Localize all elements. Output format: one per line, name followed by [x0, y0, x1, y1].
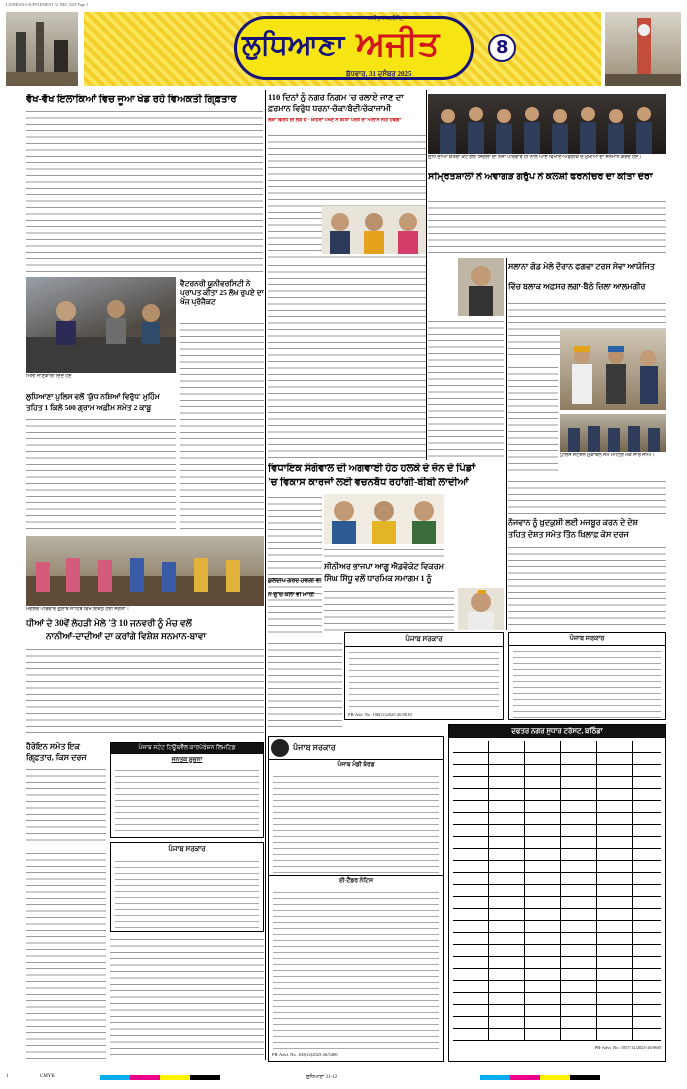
ad-govt-punjab-left-title: ਪੰਜਾਬ ਸਰਕਾਰ — [168, 845, 206, 853]
ad-pstcl — [110, 742, 264, 838]
column-rule — [265, 90, 266, 1060]
article-body-right-mid — [428, 318, 504, 462]
photo-police-press — [26, 277, 176, 373]
headline-nagar-nigam: 110 ਦਿਨਾਂ ਨੂੰ ਨਗਰ ਨਿਗਮ 'ਚ ਰਲਾਏ ਜਾਣ ਦਾ — [268, 92, 404, 102]
column-rule — [506, 258, 507, 630]
ad-govt-punjab-center — [344, 632, 504, 720]
subhead-ludhiana-police: ਤਹਿਤ 1 ਕਿਲੋ 500 ਗ੍ਰਾਮ ਅਫ਼ੀਮ ਸਮੇਤ 2 ਕਾਬੂ — [26, 403, 152, 412]
article-body-suicide — [508, 544, 666, 630]
article-body-right-lower — [508, 478, 666, 514]
subhead-bjp-vikram: ਸਿੰਘ ਸਿੱਧੂ ਵਲੋਂ ਧਾਰਮਿਕ ਸਮਾਗਮ 1 ਨੂੰ — [324, 574, 432, 583]
masthead-paper: ਅਜੀਤ — [356, 24, 440, 64]
headline-suicide-case: ਨੌਜਵਾਨ ਨੂੰ ਖ਼ੁਦਕੁਸ਼ੀ ਲਈ ਮਜਬੂਰ ਕਰਨ ਦੇ ਦੋਸ਼ — [508, 518, 638, 527]
registration-colorbar — [480, 1075, 600, 1080]
kicker-nagar-nigam: ਲੋਕਾਂ ਵਿਰੋਧ ਦੀ ਲੋੜ ਹੈ - ਖ਼ਹਿਰਾ ਪੱਖਣ ਨੇ ਕੀਤਾ ਪਰਤ ਦਾ ਐਲਾਨ ਨਹੀਂ ਹੋਵੇਗਾ — [268, 118, 401, 123]
ad-pr-adv-2: PR-Advt. No. 100(12)2025-26/5400 — [272, 1052, 338, 1057]
ad-mandi-title: ਪੰਜਾਬ ਮੰਡੀ ਬੋਰਡ — [337, 762, 375, 768]
article-body-lohri — [26, 646, 264, 738]
photo-salana-mela — [560, 330, 666, 410]
subhead-sangowal: 'ਚ ਵਿਕਾਸ ਕਾਰਜਾਂ ਲਈ ਵਚਨਬੱਧ ਰਹਾਂਗੀ-ਬੀਬੀ ਲਾਦੀਆਂ — [268, 477, 469, 488]
caption-police-press: ਮਿਲੀ ਜਾਣਕਾਰੀ ਦਿੰਦੇ ਹੋਏ — [26, 374, 72, 379]
article-body-police — [26, 416, 176, 532]
ad-pstcl-notice: ਜਨਤਕ ਸੂਚਨਾ — [171, 757, 203, 763]
article-body-bjp — [324, 588, 454, 632]
column-rule — [426, 90, 427, 460]
article-body-sangowal — [268, 494, 322, 634]
ad-bathinda-title: ਦਫਤਰ ਨਗਰ ਸੁਧਾਰ ਟਰੱਸਟ, ਬਠਿੰਡਾ — [449, 725, 665, 738]
ad-govt-punjab-center-title: ਪੰਜਾਬ ਸਰਕਾਰ — [345, 633, 503, 647]
print-slug: LUDHIANA SUPPLEMENT 31 DEC 2025 Page 1 — [6, 2, 89, 7]
article-body-midleft-cont — [110, 936, 264, 1060]
subhead-lohri-mela: ਨਾਨੀਆਂ-ਦਾਦੀਆਂ ਦਾ ਕਰਾਂਗੇ ਵਿਸ਼ੇਸ਼ ਸਨਮਾਨ-ਬਾਵਾ — [46, 631, 207, 641]
article-body-sangowal-2 — [324, 546, 444, 560]
headline-sangowal: ਵਿਧਾਇਕ ਸੰਗੋਵਾਲ ਦੀ ਅਗਵਾਈ ਹੇਠ ਹਲਕੇ ਦੇ ਜ਼ੋਨ ਦੇ ਪਿੰਡਾਂ — [268, 463, 476, 474]
subhead-nagar-nigam: ਫ਼ਰਮਾਨ ਵਿਰੁੱਧ ਧਰਨਾ-ਚੱਕਾ/ਬੰਦੀ/ਚੱਕਾਜਾਮੀ — [268, 104, 391, 113]
headline-furniture-visit: ਸਮ੍ਰਿਤਸ਼ਾਲਾਂ ਨੇ ਅਵਾਗੜ ਗਰੁੱਪ ਨੇ ਕਲਸ਼ੀ ਫਰਨੀਚਰ ਦਾ ਕੀਤਾ ਦੌਰਾ — [428, 172, 653, 182]
masthead-photo-left — [6, 12, 78, 86]
article-body-leftcol-cont — [26, 850, 106, 1060]
photo-group-top-right — [428, 94, 666, 154]
footer-cmyk: CMYK — [40, 1074, 56, 1079]
headline-lohri-mela: ਧੀਆਂ ਦੇ 30ਵੇਂ ਲੋਹੜੀ ਮੇਲੇ 'ਤੇ 10 ਜਨਵਰੀ ਨੂੰ ਮੰਚ ਵਲੋਂ — [26, 618, 192, 628]
article-body-furniture — [428, 198, 666, 256]
headline-vet-university: ਵੈਟਰਨਰੀ ਯੂਨੀਵਰਸਿਟੀ ਨੇ ਪ੍ਰਾਪਤ ਕੀਤਾ 25 ਲੱਖ ਰੁਪਏ ਦਾ ਖੋਜ ਪ੍ਰੋਜੈਕਟ — [180, 279, 264, 306]
article-body-salana-2 — [508, 364, 558, 474]
headline-kuldeep: ਕੁਲਦੀਪ ਗਰਦ ਹੋਵੇਗੀ ਵੀ — [268, 578, 322, 584]
ad-govt-punjab-left — [110, 842, 264, 932]
subhead-suicide-case: ਤਹਿਤ ਦੋਸ਼ਤ ਸਮੇਤ ਤਿੰਨ ਖ਼ਿਲਾਫ਼ ਕੇਸ ਦਰਜ — [508, 530, 629, 539]
masthead-date: ਬੁੱਧਵਾਰ, 31 ਦਸੰਬਰ 2025 — [346, 70, 412, 78]
mandi-emblem-icon — [271, 739, 289, 757]
footer-page: 1 — [6, 1074, 9, 1079]
photo-sangowal-portraits — [324, 494, 444, 544]
registration-colorbar — [100, 1075, 220, 1080]
caption-lohri-group: ਮੰਗਲਰ ਪਰਿਵਾਰ ਗੁਲਾਬ ਸਾਹਿਬ ਵਿਖੇ ਇਕੱਠੇ ਹੋਈ ਸੰਗਤਾਂ। — [26, 607, 130, 612]
caption-group-top-right: ਲੁਧਿ ਦੀਆਂ ਯੰਤਰਾ ਕਟ ਗਏ ਸਿੰਗਲਾ ਦਾ ਨਸ਼ਾ ਪਰਿਵਾਰ ਹੀ ਨਾਲ ਆਏ ਵਿਖਾਏ-ਅਫਰੀਕ ਦੇ ਮੁਖੀਆਂ ਦਾ ਸਨਮਾਨ ਕਰਦੇ ਹੋਏ। — [428, 155, 642, 160]
article-body-gambling — [26, 108, 263, 274]
photo-portraits-3 — [322, 206, 426, 254]
masthead-photo-right — [605, 12, 681, 86]
photo-police-station — [560, 414, 666, 452]
ad-pstcl-title: ਪੰਜਾਬ ਸਟੇਟ ਟਿਊਬਵੈੱਲ ਕਾਰਪੋਰੇਸ਼ਨ ਲਿਮਟਿਡ — [111, 743, 263, 754]
caption-police-station: ਪੁਲਿਸ ਸਟੇਸ਼ਨ ਮੁਕਾਬਲੇ ਸਮੇਂ ਮੀਟਿੰਗ ਮੌਕੇ ਸਾਰੇ ਜੀਅ। — [560, 453, 655, 458]
headline-gambling-arrest: ਵੱਖ-ਵੱਖ ਇਲਾਕਿਆਂ ਵਿਚ ਜੂਆ ਖੇਡ ਰਹੇ ਵਿਅਕਤੀ ਗਿ੍ਫ਼ਤਾਰ — [26, 94, 237, 105]
article-body-center-lower — [268, 640, 342, 732]
article-body-center-mid — [268, 262, 426, 460]
article-body-heroin — [26, 766, 106, 846]
footer-center: ਲੁਧਿਆਣਾ 31-12 — [306, 1075, 338, 1080]
photo-lohri-group — [26, 536, 264, 606]
ad-bathinda-trust — [448, 724, 666, 1062]
ad-mandi-govt: ਪੰਜਾਬ ਸਰਕਾਰ — [293, 743, 336, 752]
photo-bjp-vikram — [458, 588, 504, 630]
ad-pr-adv-1: PR-Adv. No. 100(11)2025-26/5010 — [348, 712, 412, 717]
masthead — [84, 12, 601, 86]
masthead-tagline: ਅਜੀਤ ਸਪਲੀਮੈਂਟ — [366, 16, 404, 22]
subhead-kuldeep: ਨੇ ਉੱਚੇ ਕਲਾ ਵੀ ਮਾਰੀ — [268, 592, 315, 598]
headline-bjp-vikram: ਸੀਨੀਅਰ ਭਾਜਪਾ ਆਗੂ ਐਡਵੋਕੇਟ ਵਿਕਰਮ — [324, 562, 445, 571]
masthead-city: ਲੁਧਿਆਣਾ — [242, 28, 345, 61]
subhead-salana-mela: ਵਿੱਚ ਬਲਾਕ ਅਫ਼ਸਰ ਲਗਾ-ਬੈਠੇ ਜ਼ਿਲਾ ਆਲਮਗੀਰ — [508, 282, 646, 291]
ad-tender-title: ਈ-ਟੈਂਡਰ ਨੋਟਿਸ — [269, 875, 443, 887]
photo-furniture-visit — [458, 258, 504, 316]
ad-punjab-mandi — [268, 736, 444, 1062]
article-body-vet — [180, 320, 264, 530]
headline-ludhiana-police: ਲੁਧਿਆਣਾ ਪੁਲਿਸ ਵਲੋਂ 'ਯੁੱਧ ਨਸ਼ਿਆਂ ਵਿਰੁੱਧ' ਮੁਹਿੰਮ — [26, 392, 160, 401]
page-number: 8 — [496, 37, 509, 58]
ad-pr-adv-3: PR-Advt. No. 1857/12/2025-26/9681 — [594, 1045, 662, 1050]
headline-heroin: ਹੈਰੋਇਨ ਸਮੇਤ ਇਕ — [26, 742, 80, 751]
headline-salana-mela: ਸਲਾਨਾ ਗੋਡ ਮੇਲੇ ਦੌਰਾਨ ਫਗਵਾ ਟਰਸ ਸੇਵਾ ਆਯੋਜਿਤ — [508, 262, 655, 271]
ad-govt-punjab-right — [508, 632, 666, 720]
subhead-heroin: ਗਿ੍ਫ਼ਤਾਰ, ਕਿਸ ਦਰਜ — [26, 753, 87, 762]
ad-govt-punjab-right-title: ਪੰਜਾਬ ਸਰਕਾਰ — [509, 633, 665, 646]
